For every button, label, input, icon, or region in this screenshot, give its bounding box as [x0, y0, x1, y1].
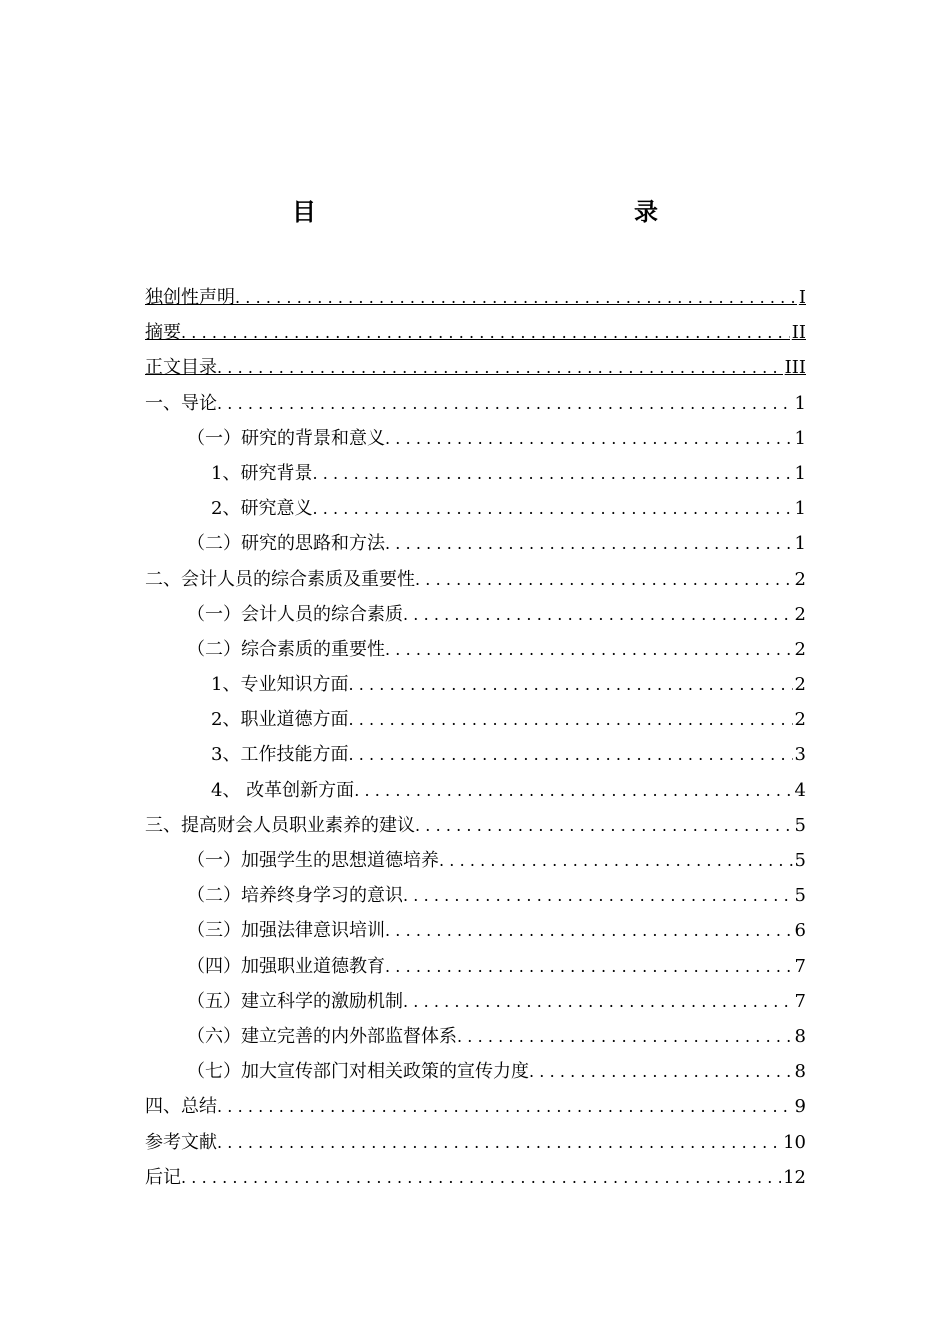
toc-entry-page-number: 9	[794, 1096, 806, 1118]
toc-leader-dots	[403, 597, 793, 632]
toc-entry-page-number: 7	[794, 990, 806, 1012]
toc-entry-page-number: 8	[794, 1025, 806, 1047]
toc-entry[interactable]	[145, 315, 806, 350]
toc-leader-dots	[385, 632, 793, 667]
toc-entry-label: （二）研究的思路和方法	[187, 533, 385, 555]
toc-entry-label: 四、总结	[145, 1096, 217, 1118]
toc-entry-label: 正文目录	[145, 357, 217, 379]
toc-entry[interactable]	[145, 1160, 806, 1195]
toc-entry-page-number: 1	[794, 498, 806, 520]
toc-leader-dots	[415, 562, 793, 597]
toc-entry-page-number: I	[798, 287, 806, 308]
toc-entry-label: 2、研究意义	[211, 498, 313, 520]
toc-leader-dots	[235, 280, 797, 315]
toc-leader-dots	[457, 1019, 793, 1054]
toc-entry-label: （五）建立科学的激励机制	[187, 990, 403, 1012]
page-title: 目 录	[292, 198, 748, 226]
toc-entry[interactable]	[145, 1054, 806, 1089]
toc-entry-label: （一）研究的背景和意义	[187, 427, 385, 449]
toc-entry-label: （三）加强法律意识培训	[187, 920, 385, 942]
toc-entry-label: （二）培养终身学习的意识	[187, 885, 403, 907]
toc-leader-dots	[312, 456, 792, 491]
toc-entry[interactable]	[145, 1089, 806, 1124]
toc-leader-dots	[181, 315, 790, 350]
toc-entry[interactable]	[145, 632, 806, 667]
toc-leader-dots	[348, 667, 792, 702]
toc-entry-label: 1、研究背景	[211, 462, 313, 484]
toc-leader-dots	[217, 1125, 781, 1160]
toc-leader-dots	[348, 702, 792, 737]
toc-entry[interactable]	[145, 526, 806, 561]
toc-leader-dots	[217, 350, 783, 385]
toc-entry-page-number: III	[784, 357, 806, 379]
toc-leader-dots	[385, 913, 793, 948]
toc-entry[interactable]	[145, 562, 806, 597]
toc-entry-page-number: 2	[794, 603, 806, 625]
toc-entry-label: （七）加大宣传部门对相关政策的宣传力度	[187, 1061, 529, 1083]
toc-entry-page-number: 5	[794, 885, 806, 907]
toc-entry-label: （一）会计人员的综合素质	[187, 603, 403, 625]
toc-entry[interactable]	[145, 597, 806, 632]
toc-leader-dots	[385, 526, 793, 561]
toc-entry-page-number: 1	[794, 427, 806, 449]
toc-entry-label: 参考文献	[145, 1131, 217, 1153]
toc-entry[interactable]	[145, 949, 806, 984]
toc-entry[interactable]	[145, 773, 806, 808]
toc-entry[interactable]	[145, 808, 806, 843]
toc-entry[interactable]	[145, 280, 806, 315]
table-of-contents	[145, 280, 806, 1195]
toc-entry-page-number: 2	[794, 709, 806, 731]
toc-entry-page-number: 12	[783, 1166, 806, 1188]
toc-entry-label: （六）建立完善的内外部监督体系	[187, 1025, 457, 1047]
toc-entry-label: 4、 改革创新方面	[211, 779, 355, 801]
toc-entry[interactable]	[145, 1125, 806, 1160]
toc-entry-label: 二、会计人员的综合素质及重要性	[145, 568, 415, 590]
toc-entry-label: 3、工作技能方面	[211, 744, 349, 766]
toc-entry-label: 三、提高财会人员职业素养的建议	[145, 814, 415, 836]
toc-entry-page-number: II	[791, 322, 806, 344]
toc-entry-page-number: 2	[794, 638, 806, 660]
toc-leader-dots	[348, 737, 792, 772]
toc-entry-page-number: 10	[783, 1131, 806, 1153]
toc-entry-label: 独创性声明	[145, 287, 235, 308]
toc-entry-page-number: 1	[794, 462, 806, 484]
toc-leader-dots	[403, 984, 793, 1019]
toc-entry-label: （一）加强学生的思想道德培养	[187, 850, 439, 871]
toc-entry[interactable]	[145, 702, 806, 737]
toc-entry-page-number: 5	[794, 814, 806, 836]
toc-entry-page-number: 3	[794, 744, 806, 766]
toc-leader-dots	[439, 843, 793, 878]
toc-leader-dots	[403, 878, 793, 913]
toc-leader-dots	[385, 421, 793, 456]
toc-leader-dots	[529, 1054, 793, 1089]
toc-leader-dots	[415, 808, 793, 843]
toc-entry-page-number: 5	[794, 850, 806, 871]
toc-entry-page-number: 2	[794, 674, 806, 696]
toc-leader-dots	[354, 773, 792, 808]
toc-entry-label: 摘要	[145, 322, 181, 344]
toc-entry-page-number: 8	[794, 1061, 806, 1083]
toc-entry-page-number: 4	[794, 779, 806, 801]
toc-entry[interactable]	[145, 350, 806, 385]
toc-entry-label: （二）综合素质的重要性	[187, 638, 385, 660]
toc-leader-dots	[217, 1089, 793, 1124]
toc-entry[interactable]	[145, 386, 806, 421]
toc-leader-dots	[181, 1160, 781, 1195]
toc-entry-label: 1、专业知识方面	[211, 674, 349, 696]
toc-leader-dots	[217, 386, 793, 421]
toc-entry-page-number: 6	[794, 920, 806, 942]
toc-entry-page-number: 2	[794, 568, 806, 590]
toc-leader-dots	[385, 949, 793, 984]
toc-entry-label: 一、导论	[145, 392, 217, 414]
toc-entry-label: （四）加强职业道德教育	[187, 955, 385, 977]
toc-entry-page-number: 1	[794, 392, 806, 414]
toc-entry[interactable]	[145, 878, 806, 913]
toc-entry[interactable]	[145, 491, 806, 526]
toc-entry[interactable]	[145, 913, 806, 948]
toc-entry[interactable]	[145, 667, 806, 702]
toc-entry-label: 后记	[145, 1166, 181, 1188]
toc-entry[interactable]	[145, 843, 806, 878]
toc-entry[interactable]	[145, 1019, 806, 1054]
toc-leader-dots	[312, 491, 792, 526]
toc-entry-label: 2、职业道德方面	[211, 709, 349, 731]
toc-entry[interactable]	[145, 456, 806, 491]
toc-entry[interactable]	[145, 984, 806, 1019]
toc-entry[interactable]	[145, 421, 806, 456]
toc-entry-page-number: 7	[794, 955, 806, 977]
toc-entry-page-number: 1	[794, 533, 806, 555]
toc-entry[interactable]	[145, 737, 806, 772]
